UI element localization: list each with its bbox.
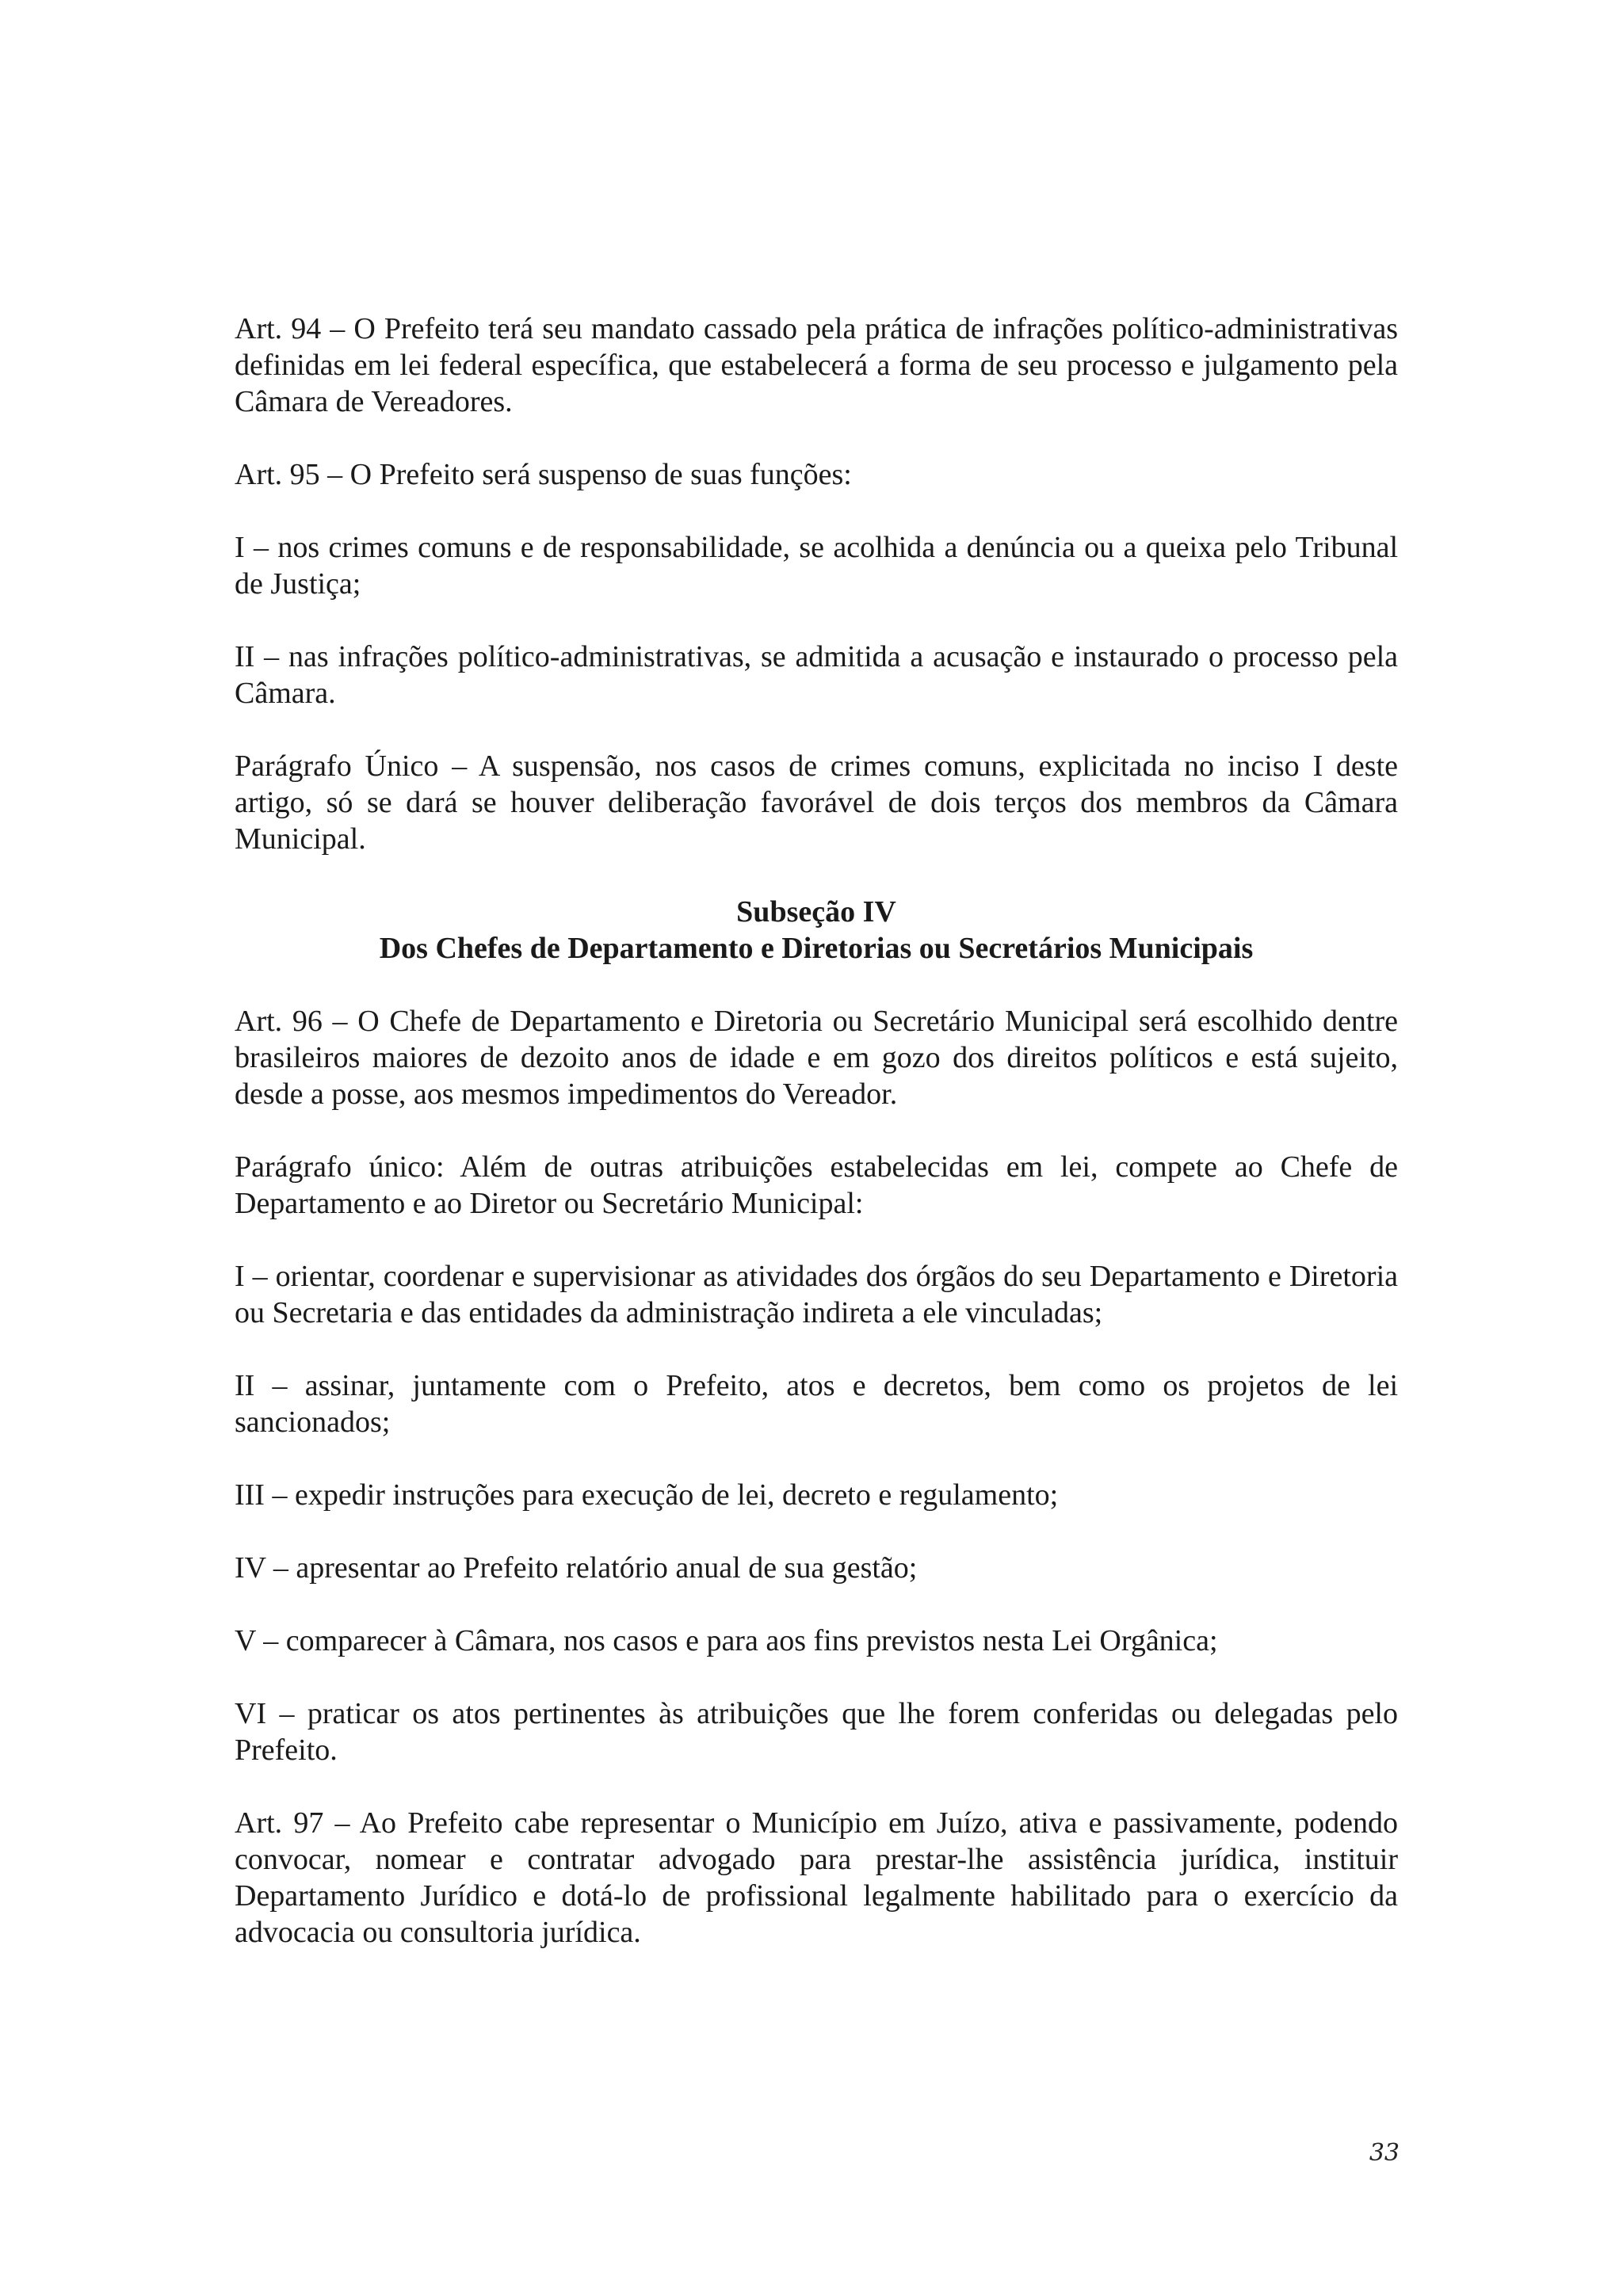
article-94: Art. 94 – O Prefeito terá seu mandato cassado pela prática de infrações político-administrativas definidas em lei federal específica, que estabelecerá a forma de seu processo e julgamento pela Câmara de Vereadores. (235, 312, 1398, 418)
article-96-item-v: V – comparecer à Câmara, nos casos e para aos fins previstos nesta Lei Orgânica; (235, 1624, 1218, 1657)
section-subtitle: Dos Chefes de Departamento e Diretorias ou Secretários Municipais (379, 932, 1254, 965)
article-97: Art. 97 – Ao Prefeito cabe representar o Município em Juízo, ativa e passivamente, podendo convocar, nomear e contratar advogado para prestar-lhe assistência jurídica, instituir Departamento Jurídico e dotá-lo de profissional legalmente habilitado para o exercício da advocacia ou consultoria jurídica. (235, 1806, 1398, 1949)
article-95-paragraph-unico: Parágrafo Único – A suspensão, nos casos de crimes comuns, explicitada no inciso I deste artigo, só se dará se houver deliberação favorável de dois terços dos membros da Câmara Municipal. (235, 749, 1398, 856)
article-96: Art. 96 – O Chefe de Departamento e Diretoria ou Secretário Municipal será escolhido dentre brasileiros maiores de dezoito anos de idade e em gozo dos direitos políticos e está sujeito, desde a posse, aos mesmos impedimentos do Vereador. (235, 1005, 1398, 1111)
page-number: 33 (1369, 2139, 1400, 2167)
article-96-item-iv: IV – apresentar ao Prefeito relatório anual de sua gestão; (235, 1551, 918, 1585)
article-96-paragraph-unico: Parágrafo único: Além de outras atribuições estabelecidas em lei, compete ao Chefe de Departamento e ao Diretor ou Secretário Municipal: (235, 1150, 1398, 1220)
article-95-item-ii: II – nas infrações político-administrativas, se admitida a acusação e instaurado o processo pela Câmara. (235, 640, 1398, 710)
article-96-item-i: I – orientar, coordenar e supervisionar as atividades dos órgãos do seu Departamento e Diretoria ou Secretaria e das entidades da administração indireta a ele vinculadas; (235, 1260, 1398, 1329)
article-96-item-ii: II – assinar, juntamente com o Prefeito, atos e decretos, bem como os projetos de lei sancionados; (235, 1369, 1398, 1439)
article-96-item-vi: VI – praticar os atos pertinentes às atribuições que lhe forem conferidas ou delegadas pelo Prefeito. (235, 1697, 1398, 1767)
article-96-item-iii: III – expedir instruções para execução de lei, decreto e regulamento; (235, 1478, 1059, 1512)
article-95-item-i: I – nos crimes comuns e de responsabilidade, se acolhida a denúncia ou a queixa pelo Tribunal de Justiça; (235, 531, 1398, 601)
section-title: Subseção IV (736, 895, 896, 929)
document-body (235, 311, 1398, 1987)
article-95: Art. 95 – O Prefeito será suspenso de suas funções: (235, 458, 852, 491)
section-heading (235, 894, 1398, 967)
